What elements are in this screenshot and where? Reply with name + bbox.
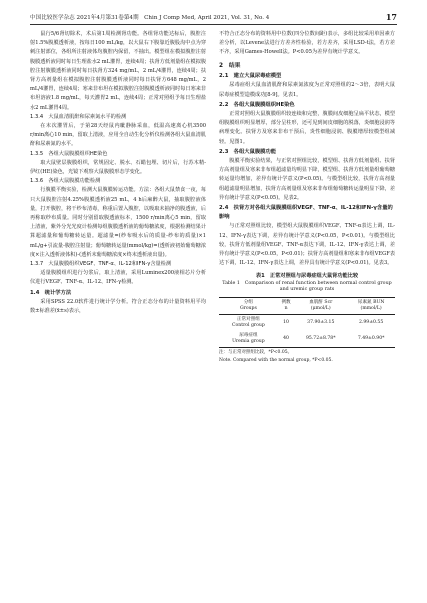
column-header: 尿素氮 BUN (mmol/L) bbox=[347, 297, 395, 314]
section-heading: 1.3.4 大鼠血清肌酐和尿素氮水平的检测 bbox=[30, 113, 127, 120]
section-heading: 2.3 各组大鼠腹膜功能 bbox=[219, 148, 277, 155]
page-number: 17 bbox=[385, 12, 397, 22]
table-note-english: Note. Compared with the normal group, *P<0.05. bbox=[219, 358, 333, 364]
paragraph: 正常对照组大鼠腹膜组织较连续和完整，腹膜间皮细胞呈扁平状态，模型组腹膜组织明显增厚，部分呈柱形，还可见到间皮细胞的脱落，炎细胞浸润等病理变化。扶肾方及寒来非布干预后，炎性细胞浸润、腹膜增厚较模型组减轻。见图1。 bbox=[219, 110, 395, 145]
table-row bbox=[219, 331, 395, 348]
section-heading: 1.4 统计学方法 bbox=[30, 289, 72, 296]
section-heading: 2.4 扶肾方对各组大鼠腹膜组织VEGF、TNF-α、IL-12和IFN-γ含量的影响 bbox=[219, 204, 393, 221]
column-header: 例数 n bbox=[278, 297, 295, 314]
paragraph: 鼠行5/6肾切除术，术后第1周检测肾功能。各组肾功能达标后，腹腔注射1.5%腹膜透析液，按每日100 mL/kg，以大鼠右下腹靠近腹股沟中点为穿刺注射部位，各组所注射液体均腹腔内保留，不抽出。模型组在模拟腹腔注射腹膜透析液同时每日生理盐水2 mL灌胃，连续4周；扶肾方低剂量组在模拟腹腔注射腹膜透析液同时每日扶肾方324 mg/mL，2 mL/4灌胃，连续4周；扶肾方高剂量组在模拟腹腔注射腹膜透析液同时每日扶肾方648 mg/mL，2 mL/4灌胃，连续4周；寒来非布坦在模拟腹腔注射腹膜透析液同时每日寒来非布坦溶液1.8 mg/mL，每天灌胃2 mL，连续4周；正常对照组予每日生理盐水2 mL灌胃4周。 bbox=[30, 31, 206, 111]
left-column bbox=[30, 30, 206, 316]
paragraph: 采用SPSS 22.0软件进行统计学分析。符合正态分布的计量资料用平均数±标准差(x̄±s)表示， bbox=[30, 298, 206, 315]
section-heading: 1.3.6 各组大鼠腹膜功能检测 bbox=[30, 178, 101, 185]
journal-citation: 中国比较医学杂志 2021年4月第31卷第4期 Chin J Comp Med, April 2021, Vol. 31, No. 4 bbox=[30, 15, 270, 21]
paragraph: 取大鼠壁层腹膜组织，常规固定、脱水、石蜡包埋、切片后，行苏木精-伊红(HE)染色，光镜下观察大鼠腹膜形态学变化。 bbox=[30, 159, 206, 176]
table-note: 注：与正常对照组比较，*P<0.05。 bbox=[219, 349, 293, 355]
table-cell: 尿毒症组 Uremia group bbox=[219, 331, 278, 348]
column-header: 血肌酐 Scr (μmol/L) bbox=[294, 297, 347, 314]
table-cell: 2.99±0.55 bbox=[358, 319, 384, 325]
paragraph: 腹膜平衡实验结果，与正常对照组比较，模型组、扶肾方低剂量组、扶肾方高剂量组及寒来非布组超滤量均明显下降，模型组、扶肾方低剂量组葡萄糖转运量均增加，差异有统计学意义(P<0.05)。与模型组比较，扶肾方高剂量组超滤量明显增加，扶肾方高剂量组及寒来非布组葡萄糖转运量明显下降，差异有统计学意义(P<0.05)。见表2。 bbox=[219, 157, 395, 201]
table-cell: 10 bbox=[283, 319, 289, 325]
column-header: 分组 Groups bbox=[219, 297, 278, 314]
paragraph: 行腹膜平衡实验，检测大鼠腹膜转运功能。方法：各组大鼠禁食一夜，每只大鼠腹腔注射4.25%腹膜透析液25 mL，4 h后麻醉大鼠，抽取腹腔液体量，打开腹腔，将干纱布清毒，称重后置入腹腔，以吸取未抽净的腹透液，后再称取纱布质量。同时分别留取腹透液标本，1500 r/min离心5 min，留取上清液，紫外分光光度计检测每组腹膜透析液的葡萄糖浓度，根据检测结果计算超滤量和葡萄糖转运量。超滤量=(纱布吸水后的质量-纱布的质量)×1 mL/g+引流量-腹腔注射量；葡萄糖转运量(mmol/kg)=(透析液初始葡萄糖浓度×注入透析液体积)-(透析末葡萄糖浓度×终末透析液出量)。 bbox=[30, 187, 206, 258]
section-heading: 2.2 各组大鼠腹膜组织HE染色 bbox=[219, 101, 295, 108]
table-cell: 正常对照组 Control group bbox=[232, 316, 265, 328]
paragraph: 适量腹膜组织进行匀浆后，取上清液，采用Luminex200液相芯片分析仪进行VEGF、TNF-α、IL-12、IFN-γ检测。 bbox=[30, 270, 206, 286]
paragraph: 不符合正态分布的资料用中位数(四分位数间距)表示，多组比较采用单因素方差分析，以Levene法进行方差齐性检验，若方差齐，采用LSD-t法，若方差不齐，采用Games-Howell法。P<0.05为差异有统计学意义。 bbox=[219, 31, 395, 56]
table-cell: 40 bbox=[278, 331, 295, 348]
section-heading: 1.3.7 大鼠腹膜组织VEGF、TNF-α、IL-12和IFN-γ含量检测 bbox=[30, 261, 172, 268]
table-header-row bbox=[219, 297, 395, 314]
table-cell: 37.90±3.15 bbox=[307, 319, 335, 325]
table-cell: 95.72±8.78* bbox=[294, 331, 347, 348]
paragraph: 尿毒症组大鼠血清肌酐和尿素氮浓度为正常对照组的2～3倍，表明大鼠尿毒症模型造模成功[8-9]。见表1。 bbox=[219, 82, 395, 98]
running-header bbox=[30, 12, 397, 25]
paragraph: 与正常对照组比较，模型组大鼠腹膜组织VEGF、TNF-α表达上调，IL-12、IFN-γ表达下调，差异有统计学意义(P<0.05，P<0.01)。与模型组比较，扶肾方低剂量组VEGF、TNF-α表达下调，IL-12、IFN-γ表达上调，差异有统计学意义(P<0.05，P<0.01)；扶肾方高剂量组和寒来非布组VEGF表达下调，IL-12、IFN-γ表达上调，差异具有统计学意义(P<0.01)。见表3。 bbox=[219, 223, 395, 267]
table-title: 表1 正常对照组与尿毒症组大鼠肾功能比较 bbox=[255, 273, 359, 280]
right-column bbox=[219, 30, 395, 365]
section-heading: 1.3.5 各组大鼠腹膜组织HE染色 bbox=[30, 150, 108, 157]
renal-function-table bbox=[219, 297, 395, 348]
table-row bbox=[219, 314, 395, 331]
table-title-english: Table 1 Comparison of renal function between normal control group and uremic group rats bbox=[222, 280, 392, 293]
table-cell: 7.49±0.90* bbox=[347, 331, 395, 348]
section-heading: 2.1 建立大鼠尿毒症模型 bbox=[219, 73, 282, 80]
section-heading: 2 结果 bbox=[219, 62, 241, 69]
paragraph: 在末次灌胃后，于第28天经鼠内眦静脉采血，低温高速离心机3500 r/min离心10 min，留取上清液，应用全自动生化分析仪检测各组大鼠血清肌酐和尿素氮的水平。 bbox=[30, 123, 206, 148]
